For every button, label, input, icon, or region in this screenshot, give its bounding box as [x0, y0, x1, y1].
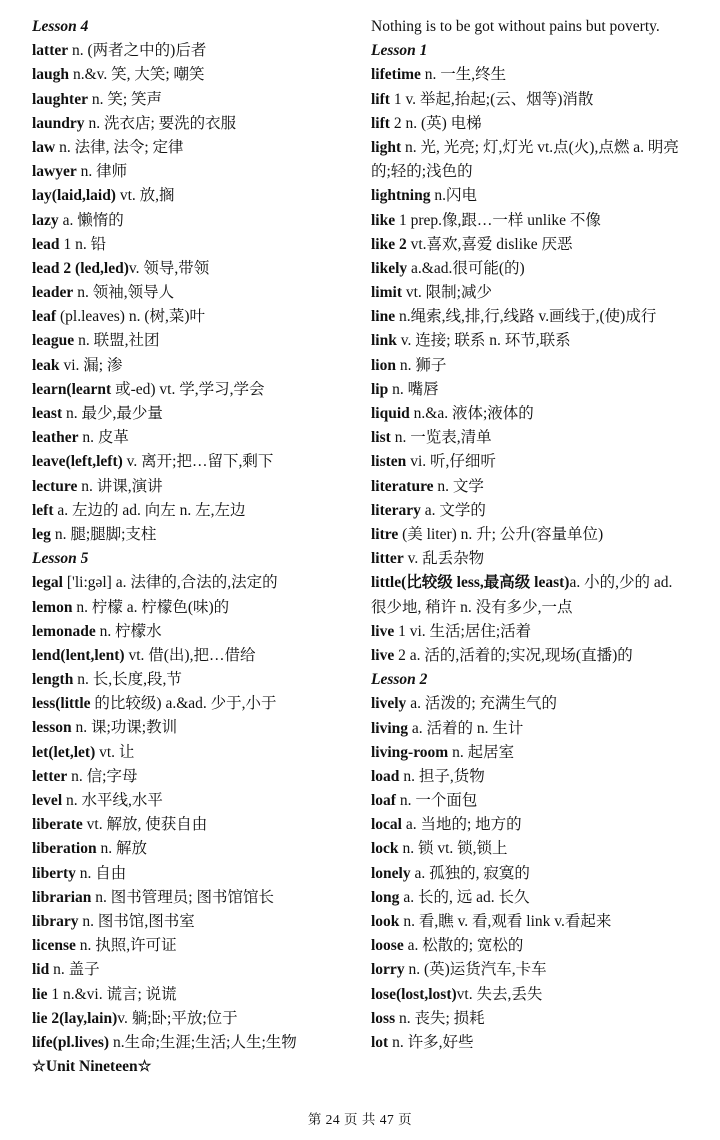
entry-word: lightning	[371, 187, 431, 205]
entry-word: latter	[32, 42, 69, 60]
vocab-entry	[32, 354, 348, 378]
vocab-entry	[32, 741, 348, 765]
entry-definition: n. 领袖,领导人	[73, 284, 175, 302]
entry-definition: n. 法律, 法令; 定律	[55, 138, 184, 156]
entry-word: lazy	[32, 211, 59, 229]
entry-word: lift	[371, 90, 390, 108]
entry-definition: n. 柠檬 a. 柠檬色(味)的	[72, 598, 230, 616]
vocab-entry	[32, 692, 348, 716]
entry-definition: (美 liter) n. 升; 公升(容量单位)	[398, 525, 604, 543]
entry-definition: vt. 借(出),把…借给	[124, 646, 256, 664]
entry-definition: 或-ed) vt. 学,学习,学会	[111, 380, 265, 398]
entry-word: loose	[371, 937, 404, 955]
vocab-entry	[32, 184, 348, 208]
vocab-entry	[371, 741, 691, 765]
vocab-entry	[32, 523, 348, 547]
entry-word: lonely	[371, 864, 411, 882]
entry-definition: n. 图书馆,图书室	[78, 912, 195, 930]
entry-definition: n. 执照,许可证	[75, 937, 177, 955]
entry-word: like	[371, 211, 396, 229]
entry-definition: n. 锁 vt. 锁,锁上	[398, 840, 508, 858]
vocab-entry	[32, 571, 348, 595]
entry-word: look	[371, 913, 400, 931]
entry-word: lip	[371, 380, 389, 398]
entry-definition: v. 领导,带领	[128, 259, 210, 277]
entry-word: lifetime	[371, 66, 421, 84]
entry-definition: n. 洗衣店; 要洗的衣服	[84, 114, 237, 132]
entry-definition: n. 信;字母	[67, 767, 138, 785]
entry-word: liquid	[371, 405, 410, 423]
vocab-entry	[371, 354, 691, 378]
vocab-entry	[32, 716, 348, 740]
entry-word: live	[371, 646, 395, 664]
entry-word: lion	[371, 356, 396, 374]
entry-definition: n. 文学	[433, 477, 484, 495]
entry-definition: v. 乱丢杂物	[403, 550, 485, 568]
entry-definition: 的比较级) a.&ad. 少于,小于	[90, 695, 277, 713]
vocab-entry	[32, 329, 348, 353]
entry-word: leak	[32, 356, 60, 374]
entry-word: literature	[371, 477, 434, 495]
entry-word: liberty	[32, 864, 76, 882]
vocab-entry	[32, 378, 348, 402]
vocab-entry	[32, 499, 348, 523]
entry-word: life(pl.lives)	[32, 1033, 110, 1051]
entry-definition: a.&ad.很可能(的)	[407, 259, 525, 277]
entry-word: limit	[371, 284, 402, 302]
entry-definition: 1 vi. 生活;居住;活着	[394, 622, 532, 640]
entry-word: lorry	[371, 961, 405, 979]
entry-word: lot	[371, 1033, 389, 1051]
vocab-entry	[371, 450, 691, 474]
entry-definition: n. (两者之中的)后者	[68, 42, 207, 60]
vocab-entry	[371, 813, 691, 837]
vocab-entry	[371, 644, 691, 668]
entry-word: long	[371, 888, 400, 906]
vocab-entry	[32, 475, 348, 499]
vocab-entry	[371, 209, 691, 233]
entry-definition: n.生命;生涯;生活;人生;生物	[109, 1033, 297, 1051]
entry-word: liberation	[32, 840, 97, 858]
vocab-entry	[371, 958, 691, 982]
entry-word: live	[371, 622, 395, 640]
entry-definition: ['li:gəl] a. 法律的,合法的,法定的	[63, 574, 278, 592]
entry-definition: n. 自由	[75, 864, 127, 882]
entry-definition: n. 丧失; 损耗	[395, 1009, 485, 1027]
entry-word: lead	[32, 235, 60, 253]
vocab-entry	[371, 620, 691, 644]
vocab-entry	[32, 789, 348, 813]
vocab-entry	[32, 620, 348, 644]
entry-word: lend(lent,lent)	[32, 646, 125, 664]
entry-word: laugh	[32, 66, 70, 84]
entry-definition: vt. 让	[95, 743, 135, 761]
entry-word: law	[32, 138, 56, 156]
entry-word: leave(left,left)	[32, 453, 123, 471]
vocab-entry	[32, 596, 348, 620]
entry-word: letter	[32, 767, 68, 785]
entry-definition: a. 小的,少的 ad. 很少地, 稍许 n. 没有多少,一点	[371, 574, 673, 616]
entry-definition: 1 v. 举起,抬起;(云、烟等)消散	[389, 90, 594, 108]
vocab-entry	[371, 571, 691, 619]
entry-definition: 1 n.&vi. 谎言; 说谎	[47, 985, 177, 1003]
vocab-entry	[371, 765, 691, 789]
left-column	[32, 15, 348, 1079]
entry-definition: n.&v. 笑, 大笑; 嘲笑	[69, 66, 205, 84]
vocab-entry	[32, 88, 348, 112]
entry-word: link	[371, 332, 397, 350]
entry-definition: 2 a. 活的,活着的;实况,现场(直播)的	[394, 646, 633, 664]
vocab-entry	[32, 63, 348, 87]
vocab-entry	[371, 63, 691, 87]
entry-definition: n. 律师	[76, 163, 128, 181]
entry-word: loaf	[371, 792, 396, 810]
entry-definition: n. 一览表,清单	[390, 429, 492, 447]
entry-definition: a. 松散的; 宽松的	[403, 937, 524, 955]
entry-definition: n. 盖子	[49, 961, 100, 979]
vocab-entry	[371, 281, 691, 305]
vocab-entry	[371, 499, 691, 523]
entry-word: line	[371, 308, 396, 326]
vocab-entry	[371, 378, 691, 402]
entry-word: leaf	[32, 308, 57, 326]
vocab-entry	[32, 1007, 348, 1031]
vocab-entry	[371, 983, 691, 1007]
vocab-entry	[32, 305, 348, 329]
entry-word: lie 2(lay,lain)	[32, 1009, 118, 1027]
entry-definition: n. 光, 光亮; 灯,灯光 vt.点(火),点燃 a. 明亮的;轻的;浅色的	[371, 138, 679, 181]
vocab-entry	[32, 402, 348, 426]
entry-word: license	[32, 937, 76, 955]
entry-definition: 1 n. 铅	[59, 235, 107, 253]
entry-definition: a. 当地的; 地方的	[402, 816, 522, 834]
entry-word: living-room	[371, 743, 449, 761]
vocab-entry	[32, 837, 348, 861]
entry-word: literary	[371, 501, 421, 519]
vocab-entry	[371, 305, 691, 329]
entry-definition: a. 懒惰的	[58, 211, 124, 229]
entry-word: least	[32, 405, 63, 422]
vocab-entry	[32, 426, 348, 450]
entry-definition: n. 一生,终生	[420, 66, 507, 84]
entry-word: living	[371, 719, 409, 737]
vocab-entry	[32, 281, 348, 305]
vocab-entry	[371, 547, 691, 571]
entry-word: left	[32, 501, 54, 519]
entry-word: lead 2 (led,led)	[32, 259, 129, 277]
entry-definition: n. 笑; 笑声	[87, 90, 163, 108]
entry-word: lock	[371, 840, 399, 858]
entry-word: load	[371, 767, 400, 785]
entry-word: leather	[32, 429, 79, 447]
entry-word: lawyer	[32, 163, 77, 181]
vocab-entry	[32, 1031, 348, 1055]
vocab-entry	[371, 717, 691, 741]
entry-word: lift	[371, 114, 390, 132]
entry-word: lemonade	[32, 622, 96, 640]
entry-word: let(let,let)	[32, 743, 96, 761]
vocab-entry	[371, 402, 691, 426]
entry-word: legal	[32, 574, 63, 592]
vocab-entry	[32, 257, 348, 281]
entry-definition: n. 讲课,演讲	[77, 477, 163, 495]
lesson-heading: Lesson 2	[371, 671, 428, 689]
page-footer: 第 24 页 共 47 页	[307, 1112, 413, 1127]
vocab-entry	[371, 692, 691, 716]
vocab-entry	[32, 136, 348, 160]
entry-word: likely	[371, 259, 408, 277]
entry-definition: vi. 漏; 渗	[59, 356, 123, 374]
vocab-entry	[32, 233, 348, 257]
entry-definition: n. 皮革	[78, 429, 129, 447]
entry-definition: n. 最少,最少量	[62, 405, 163, 422]
vocab-entry	[371, 1031, 691, 1055]
vocab-entry	[32, 910, 348, 934]
entry-word: laughter	[32, 90, 88, 108]
entry-definition: a. 左边的 ad. 向左 n. 左,左边	[53, 501, 246, 519]
entry-word: litter	[371, 550, 404, 568]
entry-definition: n. 柠檬水	[95, 622, 162, 640]
entry-word: lose(lost,lost)	[371, 985, 457, 1003]
entry-word: level	[32, 792, 63, 809]
proverb-line: Nothing is to be got without pains but poverty.	[371, 18, 660, 35]
entry-definition: a. 文学的	[420, 501, 486, 519]
entry-definition: n. 起居室	[448, 743, 515, 761]
entry-definition: vt. 失去,丢失	[456, 985, 543, 1003]
vocab-entry	[32, 209, 348, 233]
entry-word: like 2	[371, 235, 407, 253]
vocab-entry	[371, 233, 691, 257]
entry-definition: n. 狮子	[395, 356, 447, 374]
entry-definition: vt. 放,搁	[115, 187, 175, 205]
entry-definition: n. 许多,好些	[388, 1033, 474, 1051]
vocab-entry	[371, 136, 691, 184]
vocab-entry	[371, 910, 691, 934]
entry-definition: n.绳索,线,排,行,线路 v.画线于,(使)成行	[395, 308, 657, 326]
vocab-entry	[371, 837, 691, 861]
entry-word: liberate	[32, 816, 83, 834]
vocab-entry	[371, 329, 691, 353]
vocab-entry	[371, 886, 691, 910]
entry-word: list	[371, 429, 391, 447]
entry-word: lecture	[32, 477, 78, 495]
entry-word: length	[32, 671, 74, 689]
entry-word: listen	[371, 453, 407, 471]
entry-definition: a. 活泼的; 充满生气的	[406, 695, 557, 713]
entry-word: library	[32, 912, 79, 930]
entry-definition: a. 长的, 远 ad. 长久	[399, 888, 530, 906]
lesson-heading: Lesson 4	[32, 18, 89, 35]
entry-definition: 2 n. (英) 电梯	[389, 114, 482, 132]
entry-definition: n. 腿;腿脚;支柱	[50, 525, 157, 543]
entry-word: leg	[32, 525, 51, 543]
vocab-entry	[32, 983, 348, 1007]
vocab-entry	[371, 1007, 691, 1031]
entry-definition: n.&a. 液体;液体的	[409, 405, 534, 423]
entry-definition: v. 离开;把…留下,剩下	[122, 453, 274, 471]
entry-definition: n. 担子,货物	[399, 767, 485, 785]
vocab-entry	[371, 257, 691, 281]
vocab-entry	[371, 112, 691, 136]
vocab-entry	[32, 886, 348, 910]
entry-word: league	[32, 332, 75, 350]
entry-word: lesson	[32, 719, 72, 737]
vocab-entry	[32, 160, 348, 184]
vocab-entry	[32, 644, 348, 668]
entry-word: lie	[32, 985, 48, 1003]
vocab-entry	[32, 450, 348, 474]
entry-word: lemon	[32, 598, 73, 616]
vocab-entry	[371, 523, 691, 547]
entry-word: learn(learnt	[32, 380, 112, 398]
entry-definition: v. 躺;卧;平放;位于	[117, 1009, 238, 1027]
entry-definition: a. 活着的 n. 生计	[408, 719, 524, 737]
entry-definition: n. 课;功课;教训	[71, 719, 178, 737]
entry-definition: vt. 限制;减少	[402, 284, 492, 302]
entry-definition: n.闪电	[430, 187, 477, 205]
vocab-entry	[371, 184, 691, 208]
entry-word: librarian	[32, 888, 92, 906]
vocab-entry	[371, 934, 691, 958]
vocab-entry	[371, 426, 691, 450]
entry-word: local	[371, 816, 402, 834]
entry-definition: n. (英)运货汽车,卡车	[404, 961, 547, 979]
entry-word: lively	[371, 695, 407, 713]
vocab-entry	[371, 789, 691, 813]
entry-definition: vt.喜欢,喜爱 dislike 厌恶	[406, 235, 573, 253]
vocab-entry	[32, 765, 348, 789]
vocab-entry	[371, 475, 691, 499]
entry-definition: v. 连接; 联系 n. 环节,联系	[396, 332, 571, 350]
lesson-heading: Lesson 5	[32, 550, 89, 568]
lesson-heading: Lesson 1	[371, 42, 428, 60]
entry-word: little(比较级 less,最高级 least)	[371, 574, 570, 592]
entry-definition: n. 联盟,社团	[74, 332, 160, 350]
entry-word: lid	[32, 961, 50, 979]
vocab-entry	[371, 862, 691, 886]
entry-definition: n. 看,瞧 v. 看,观看 link v.看起来	[399, 913, 612, 931]
vocab-entry	[371, 88, 691, 112]
entry-definition: 1 prep.像,跟…一样 unlike 不像	[395, 211, 601, 229]
unit-heading: ☆Unit Nineteen☆	[32, 1058, 152, 1076]
entry-definition: n. 解放	[96, 840, 147, 858]
entry-word: leader	[32, 284, 74, 302]
entry-word: light	[371, 138, 402, 156]
entry-definition: vi. 听,仔细听	[406, 453, 496, 471]
vocab-entry	[32, 668, 348, 692]
entry-definition: vt. 解放, 使获自由	[82, 816, 208, 834]
entry-word: litre	[371, 525, 399, 543]
vocab-entry	[32, 112, 348, 136]
entry-word: less(little	[32, 695, 91, 713]
entry-definition: n. 图书管理员; 图书馆馆长	[91, 888, 274, 906]
entry-definition: n. 长,长度,段,节	[73, 671, 182, 689]
vocab-entry	[32, 958, 348, 982]
vocab-entry	[32, 39, 348, 63]
right-column	[371, 15, 691, 1055]
entry-definition: (pl.leaves) n. (树,菜)叶	[56, 308, 206, 326]
entry-definition: a. 孤独的, 寂寞的	[410, 864, 530, 882]
entry-definition: n. 嘴唇	[388, 380, 439, 398]
entry-word: laundry	[32, 114, 85, 132]
entry-definition: n. 水平线,水平	[62, 792, 163, 809]
entry-definition: n. 一个面包	[395, 792, 478, 810]
vocab-entry	[32, 862, 348, 886]
entry-word: loss	[371, 1009, 396, 1027]
vocab-entry	[32, 934, 348, 958]
entry-word: lay(laid,laid)	[32, 187, 116, 205]
vocab-entry	[32, 813, 348, 837]
